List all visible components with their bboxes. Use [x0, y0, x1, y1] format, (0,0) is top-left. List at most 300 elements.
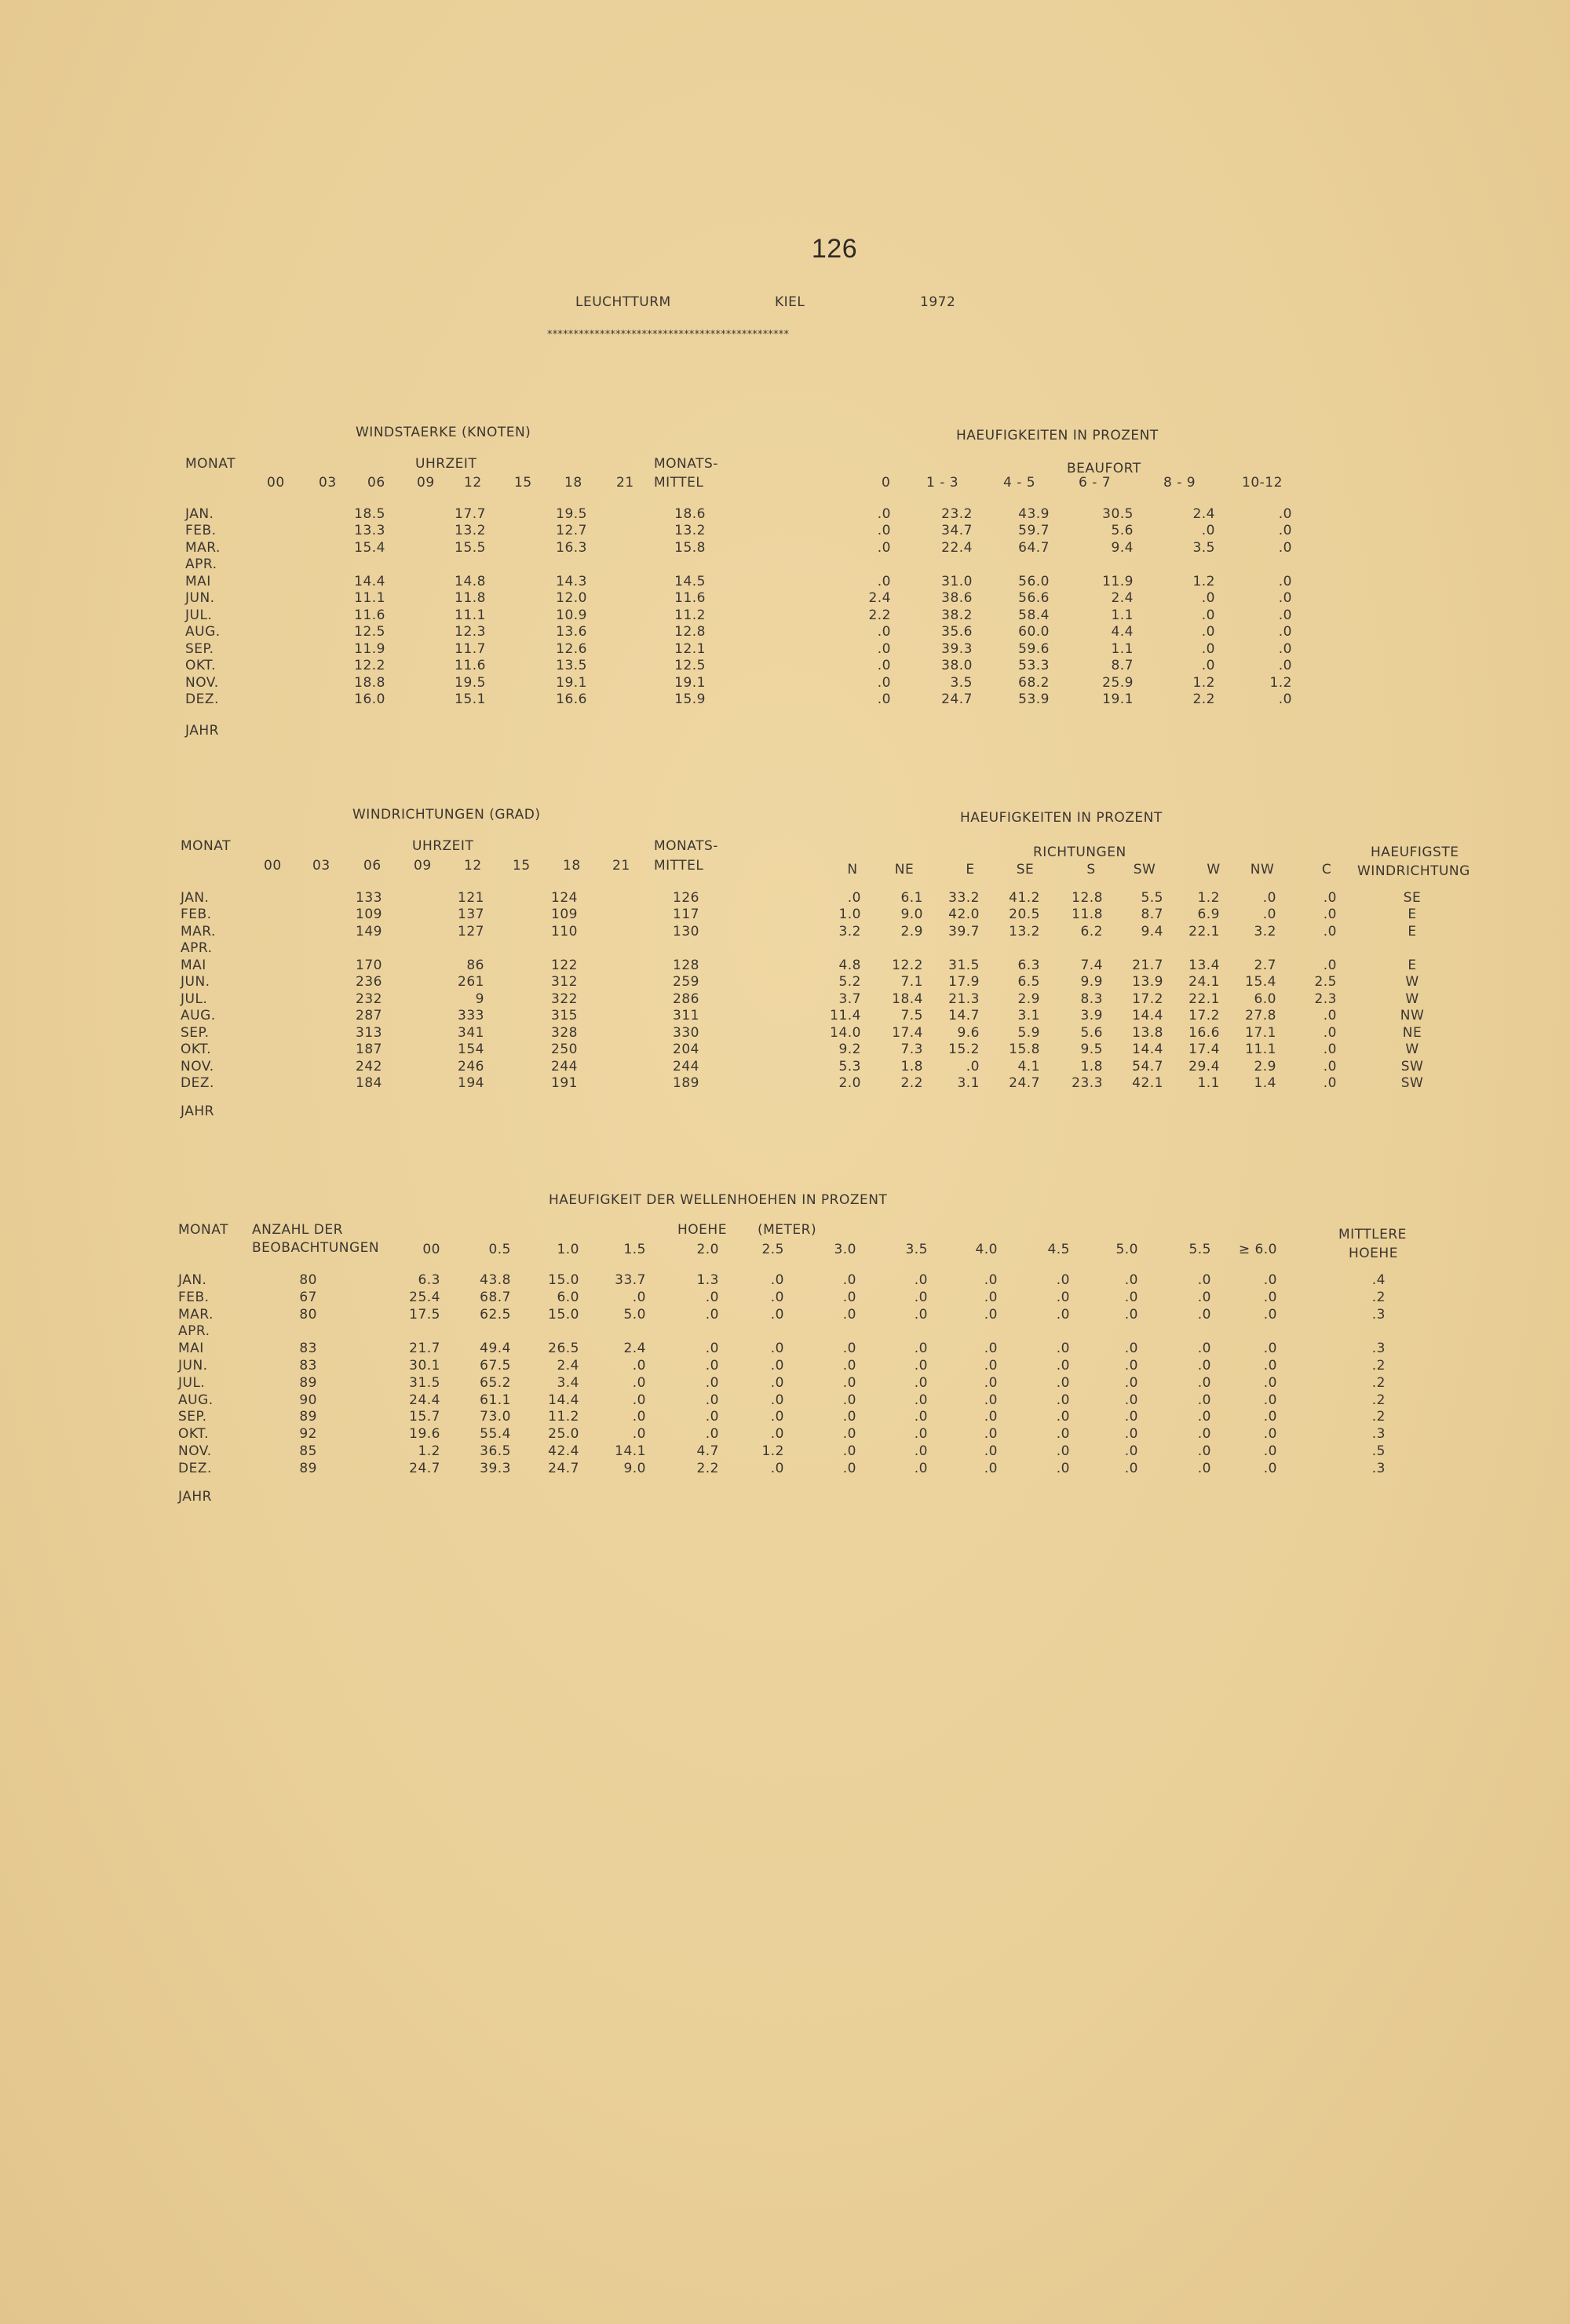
mean-wave-height: .2 [1371, 1289, 1386, 1305]
most-frequent-direction: NW [1400, 1008, 1425, 1024]
beaufort-frequency: .0 [1278, 590, 1292, 607]
hourly-direction: 250 [551, 1042, 578, 1058]
monthly-mean-direction: 244 [673, 1058, 699, 1074]
section-title-frequency: HAEUFIGKEITEN IN PROZENT [960, 810, 1163, 826]
hourly-value: 16.3 [556, 539, 587, 556]
hourly-direction: 194 [458, 1074, 484, 1091]
hour-header: 21 [612, 858, 630, 874]
direction-frequency: 2.9 [1017, 991, 1040, 1007]
beaufort-frequency: 3.5 [1192, 539, 1215, 556]
wave-frequency: .0 [1197, 1443, 1211, 1459]
beaufort-frequency: .0 [877, 674, 891, 691]
wave-frequency: 25.4 [409, 1289, 440, 1305]
monthly-mean: 11.6 [674, 590, 706, 607]
wave-frequency: .0 [1124, 1443, 1138, 1459]
wave-frequency: .0 [1056, 1358, 1070, 1374]
wave-frequency: .0 [1263, 1289, 1277, 1305]
wave-frequency: .0 [914, 1341, 928, 1357]
direction-frequency: .0 [1323, 890, 1337, 906]
hourly-direction: 315 [551, 1008, 578, 1024]
direction-frequency: 3.2 [838, 923, 861, 939]
column-header-height: HOEHE [677, 1222, 727, 1238]
direction-frequency: 1.8 [900, 1058, 923, 1074]
section-title-wind-direction: WINDRICHTUNGEN (GRAD) [352, 807, 541, 823]
wave-frequency: .0 [1197, 1358, 1211, 1374]
wave-frequency: .0 [1263, 1374, 1277, 1391]
direction-frequency: 14.0 [830, 1024, 861, 1041]
beaufort-frequency: .0 [1201, 624, 1215, 640]
wave-frequency: .0 [705, 1306, 719, 1323]
hourly-value: 10.9 [556, 607, 587, 623]
monthly-mean: 12.8 [674, 624, 706, 640]
direction-frequency: 5.5 [1141, 890, 1163, 906]
monthly-mean: 19.1 [674, 674, 706, 691]
beaufort-frequency: 39.3 [941, 640, 973, 657]
beaufort-class-header: 0 [882, 475, 891, 491]
direction-frequency: .0 [1323, 923, 1337, 939]
wave-frequency: .0 [1197, 1341, 1211, 1357]
direction-frequency: 9.5 [1080, 1042, 1103, 1058]
column-header-beaufort: BEAUFORT [1067, 461, 1141, 476]
mean-wave-height: .3 [1371, 1306, 1386, 1323]
wave-frequency: .0 [770, 1306, 784, 1323]
hourly-value: 15.1 [455, 691, 486, 707]
wave-frequency: .0 [1124, 1341, 1138, 1357]
beaufort-frequency: 23.2 [941, 506, 973, 522]
wave-frequency: .0 [842, 1392, 856, 1408]
mean-wave-height: .3 [1371, 1426, 1386, 1443]
most-frequent-direction: W [1405, 991, 1419, 1007]
wave-frequency: .0 [632, 1358, 646, 1374]
wave-frequency: .0 [984, 1460, 998, 1476]
hourly-direction: 124 [551, 890, 578, 906]
wave-frequency: 49.4 [480, 1341, 511, 1357]
direction-frequency: 3.7 [838, 991, 861, 1007]
beaufort-frequency: 43.9 [1018, 506, 1050, 522]
month-label: AUG. [178, 1392, 214, 1408]
monthly-mean-direction: 286 [673, 991, 699, 1007]
wave-frequency: .0 [1197, 1460, 1211, 1476]
mean-wave-height: .4 [1371, 1272, 1386, 1288]
wave-frequency: .0 [1263, 1341, 1277, 1357]
direction-frequency: 14.7 [948, 1008, 980, 1024]
wave-frequency: .0 [1263, 1272, 1277, 1288]
wave-frequency: .0 [914, 1392, 928, 1408]
beaufort-frequency: 19.1 [1102, 691, 1134, 707]
month-label: JAN. [178, 1272, 207, 1288]
month-label: APR. [181, 940, 213, 957]
direction-frequency: 2.3 [1314, 991, 1337, 1007]
most-frequent-direction: NE [1402, 1024, 1422, 1041]
wave-frequency: 24.7 [409, 1460, 440, 1476]
month-label: SEP. [178, 1409, 207, 1425]
wave-frequency: .0 [705, 1341, 719, 1357]
wave-frequency: 14.1 [615, 1443, 646, 1459]
hour-header: 03 [319, 475, 337, 491]
column-header-unit: (METER) [758, 1222, 817, 1238]
direction-frequency: 15.4 [1245, 974, 1276, 991]
wave-frequency: .0 [1056, 1460, 1070, 1476]
wave-frequency: 68.7 [480, 1289, 511, 1305]
month-label: SEP. [185, 640, 214, 657]
wave-frequency: 9.0 [623, 1460, 646, 1476]
monthly-mean: 11.2 [674, 607, 706, 623]
wave-frequency: .0 [984, 1341, 998, 1357]
section-title-frequency: HAEUFIGKEITEN IN PROZENT [956, 428, 1159, 443]
month-label: JUL. [181, 991, 208, 1007]
hourly-value: 11.6 [455, 658, 486, 674]
wave-frequency: .0 [1056, 1272, 1070, 1288]
wave-frequency: .0 [1056, 1392, 1070, 1408]
beaufort-frequency: .0 [1201, 590, 1215, 607]
month-label: MAI [181, 957, 206, 973]
direction-frequency: 54.7 [1132, 1058, 1163, 1074]
direction-frequency: 3.9 [1080, 1008, 1103, 1024]
wave-frequency: 6.0 [557, 1289, 579, 1305]
hourly-direction: 232 [356, 991, 382, 1007]
wave-frequency: .0 [914, 1426, 928, 1443]
mean-wave-height: .2 [1371, 1374, 1386, 1391]
column-header-time: UHRZEIT [415, 456, 477, 472]
month-label: SEP. [181, 1024, 210, 1041]
direction-frequency: .0 [1323, 1008, 1337, 1024]
hourly-direction: 261 [458, 974, 484, 991]
hourly-direction: 312 [551, 974, 578, 991]
wave-frequency: .0 [632, 1426, 646, 1443]
section-title-waves: HAEUFIGKEIT DER WELLENHOEHEN IN PROZENT [549, 1192, 888, 1208]
beaufort-frequency: .0 [1278, 607, 1292, 623]
beaufort-frequency: 60.0 [1018, 624, 1050, 640]
beaufort-frequency: 2.4 [1111, 590, 1134, 607]
wave-frequency: .0 [705, 1358, 719, 1374]
wave-frequency: .0 [632, 1374, 646, 1391]
direction-frequency: 23.3 [1072, 1074, 1103, 1091]
wave-frequency: .0 [1056, 1409, 1070, 1425]
direction-frequency: 13.4 [1188, 957, 1220, 973]
wave-frequency: .0 [842, 1409, 856, 1425]
hourly-direction: 246 [458, 1058, 484, 1074]
beaufort-frequency: .0 [1278, 573, 1292, 589]
direction-frequency: 1.1 [1197, 1074, 1220, 1091]
beaufort-frequency: .0 [1201, 523, 1215, 539]
wave-frequency: .0 [842, 1460, 856, 1476]
monthly-mean: 14.5 [674, 573, 706, 589]
wave-frequency: 67.5 [480, 1358, 511, 1374]
direction-frequency: 42.0 [948, 907, 980, 923]
direction-header: E [966, 862, 975, 877]
hourly-direction: 333 [458, 1008, 484, 1024]
wave-frequency: 19.6 [409, 1426, 440, 1443]
hourly-direction: 109 [356, 907, 382, 923]
wave-frequency: .0 [984, 1306, 998, 1323]
direction-frequency: 2.9 [1254, 1058, 1276, 1074]
direction-frequency: .0 [1323, 1042, 1337, 1058]
mean-wave-height: .2 [1371, 1409, 1386, 1425]
direction-frequency: 4.1 [1017, 1058, 1040, 1074]
wave-frequency: 15.7 [409, 1409, 440, 1425]
hour-header: 18 [564, 475, 582, 491]
hourly-value: 12.6 [556, 640, 587, 657]
hourly-value: 12.3 [455, 624, 486, 640]
hourly-value: 19.1 [556, 674, 587, 691]
wave-frequency: .0 [842, 1306, 856, 1323]
wave-frequency: .0 [984, 1409, 998, 1425]
direction-frequency: 18.4 [892, 991, 923, 1007]
hourly-value: 15.4 [354, 539, 385, 556]
direction-header: NE [894, 862, 915, 877]
section-title-wind-speed: WINDSTAERKE (KNOTEN) [356, 425, 531, 440]
wave-frequency: .0 [632, 1392, 646, 1408]
direction-frequency: 8.3 [1080, 991, 1103, 1007]
direction-header: NW [1250, 862, 1275, 877]
direction-frequency: 6.9 [1197, 907, 1220, 923]
direction-frequency: 8.7 [1141, 907, 1163, 923]
hour-header: 00 [264, 858, 282, 874]
hour-header: 12 [464, 858, 482, 874]
wave-frequency: .0 [914, 1358, 928, 1374]
beaufort-frequency: 9.4 [1111, 539, 1134, 556]
wave-frequency: 42.4 [548, 1443, 579, 1459]
direction-frequency: 42.1 [1132, 1074, 1163, 1091]
monthly-mean: 15.9 [674, 691, 706, 707]
month-label: MAR. [185, 539, 221, 556]
asterisk-rule: ********************************************** [547, 329, 790, 341]
beaufort-frequency: 8.7 [1111, 658, 1134, 674]
hourly-value: 11.8 [455, 590, 486, 607]
wave-frequency: 31.5 [409, 1374, 440, 1391]
monthly-mean: 18.6 [674, 506, 706, 522]
wave-frequency: .0 [705, 1409, 719, 1425]
direction-frequency: 17.4 [892, 1024, 923, 1041]
direction-frequency: 6.1 [900, 890, 923, 906]
wave-frequency: .0 [770, 1409, 784, 1425]
wave-height-header: 00 [422, 1242, 440, 1257]
hourly-value: 16.0 [354, 691, 385, 707]
wave-height-header: ≥ 6.0 [1238, 1242, 1277, 1257]
wave-frequency: .0 [705, 1426, 719, 1443]
month-label: DEZ. [185, 691, 219, 707]
direction-frequency: 11.1 [1245, 1042, 1276, 1058]
wave-frequency: .0 [984, 1443, 998, 1459]
month-label: MAR. [181, 923, 216, 939]
beaufort-frequency: 2.2 [868, 607, 891, 623]
hourly-direction: 170 [356, 957, 382, 973]
beaufort-frequency: 58.4 [1018, 607, 1050, 623]
monthly-mean: 12.5 [674, 658, 706, 674]
month-label: APR. [185, 556, 217, 573]
direction-header: SW [1133, 862, 1156, 877]
month-label: JUN. [181, 974, 210, 991]
beaufort-frequency: .0 [1278, 523, 1292, 539]
beaufort-frequency: 2.4 [868, 590, 891, 607]
direction-frequency: 2.5 [1314, 974, 1337, 991]
beaufort-frequency: 1.2 [1192, 674, 1215, 691]
direction-frequency: 24.7 [1009, 1074, 1040, 1091]
month-label: JUL. [185, 607, 213, 623]
hourly-value: 11.6 [354, 607, 385, 623]
direction-header: C [1321, 862, 1332, 877]
hourly-direction: 236 [356, 974, 382, 991]
beaufort-frequency: .0 [1201, 640, 1215, 657]
beaufort-frequency: 64.7 [1018, 539, 1050, 556]
wave-frequency: .0 [1263, 1392, 1277, 1408]
beaufort-frequency: .0 [1278, 506, 1292, 522]
wave-frequency: .0 [1124, 1426, 1138, 1443]
beaufort-frequency: 56.6 [1018, 590, 1050, 607]
wave-frequency: .0 [1056, 1374, 1070, 1391]
wave-frequency: 3.4 [557, 1374, 579, 1391]
month-label: NOV. [178, 1443, 212, 1459]
hour-header: 03 [312, 858, 330, 874]
observation-count: 89 [299, 1460, 317, 1476]
month-label: FEB. [178, 1289, 210, 1305]
beaufort-frequency: 35.6 [941, 624, 973, 640]
hourly-value: 11.9 [354, 640, 385, 657]
wave-frequency: 2.4 [557, 1358, 579, 1374]
direction-frequency: 17.2 [1188, 1008, 1220, 1024]
wave-frequency: .0 [705, 1374, 719, 1391]
direction-frequency: 17.4 [1188, 1042, 1220, 1058]
column-header-month: MONAT [185, 456, 236, 472]
wave-frequency: .0 [1124, 1460, 1138, 1476]
wave-frequency: 1.3 [696, 1272, 719, 1288]
hourly-direction: 133 [356, 890, 382, 906]
hourly-value: 11.1 [354, 590, 385, 607]
direction-frequency: 27.8 [1245, 1008, 1276, 1024]
beaufort-frequency: 25.9 [1102, 674, 1134, 691]
month-label: DEZ. [181, 1074, 214, 1091]
beaufort-frequency: 38.2 [941, 607, 973, 623]
wave-height-header: 3.5 [905, 1242, 928, 1257]
column-header-directions: RICHTUNGEN [1033, 845, 1126, 860]
hourly-direction: 328 [551, 1024, 578, 1041]
wave-frequency: .0 [1263, 1443, 1277, 1459]
month-label: JAN. [185, 506, 214, 522]
wave-frequency: .0 [1197, 1409, 1211, 1425]
beaufort-frequency: .0 [1278, 624, 1292, 640]
column-header-month: MONAT [178, 1222, 228, 1238]
wave-frequency: .0 [1197, 1426, 1211, 1443]
direction-frequency: 16.6 [1188, 1024, 1220, 1041]
beaufort-class-header: 10-12 [1242, 475, 1283, 491]
wave-frequency: .0 [914, 1409, 928, 1425]
direction-frequency: 24.1 [1188, 974, 1220, 991]
observation-count: 80 [299, 1272, 317, 1288]
most-frequent-direction: SW [1400, 1074, 1424, 1091]
direction-header: SE [1016, 862, 1035, 877]
wave-height-header: 0.5 [488, 1242, 511, 1257]
direction-frequency: 6.3 [1017, 957, 1040, 973]
monthly-mean-direction: 117 [673, 907, 699, 923]
hour-header: 06 [363, 858, 382, 874]
month-label: MAR. [178, 1306, 214, 1323]
beaufort-frequency: 2.2 [1192, 691, 1215, 707]
direction-frequency: 11.4 [830, 1008, 861, 1024]
direction-frequency: .0 [847, 890, 861, 906]
wave-frequency: 61.1 [480, 1392, 511, 1408]
month-label: FEB. [185, 523, 217, 539]
year-row-label: JAHR [185, 723, 219, 739]
direction-frequency: 5.6 [1080, 1024, 1103, 1041]
observation-count: 83 [299, 1341, 317, 1357]
direction-frequency: 14.4 [1132, 1042, 1163, 1058]
direction-frequency: 17.1 [1245, 1024, 1276, 1041]
beaufort-frequency: 22.4 [941, 539, 973, 556]
beaufort-frequency: .0 [877, 523, 891, 539]
direction-frequency: 9.4 [1141, 923, 1163, 939]
wave-frequency: 25.0 [548, 1426, 579, 1443]
wave-frequency: 33.7 [615, 1272, 646, 1288]
hourly-value: 11.1 [455, 607, 486, 623]
mean-wave-height: .2 [1371, 1392, 1386, 1408]
direction-frequency: 2.2 [900, 1074, 923, 1091]
year: 1972 [920, 294, 956, 310]
direction-frequency: 4.8 [838, 957, 861, 973]
direction-frequency: 29.4 [1188, 1058, 1220, 1074]
direction-frequency: .0 [1323, 907, 1337, 923]
wave-frequency: 5.0 [623, 1306, 646, 1323]
mean-wave-height: .3 [1371, 1341, 1386, 1357]
month-label: JUN. [178, 1358, 208, 1374]
hourly-direction: 149 [356, 923, 382, 939]
direction-frequency: 1.4 [1254, 1074, 1276, 1091]
wave-frequency: 2.2 [696, 1460, 719, 1476]
most-frequent-direction: E [1408, 957, 1417, 973]
wave-frequency: .0 [1263, 1306, 1277, 1323]
wave-frequency: 65.2 [480, 1374, 511, 1391]
wave-frequency: .0 [1124, 1358, 1138, 1374]
wave-frequency: .0 [842, 1374, 856, 1391]
observation-count: 85 [299, 1443, 317, 1459]
wave-frequency: .0 [842, 1426, 856, 1443]
beaufort-frequency: .0 [877, 539, 891, 556]
direction-frequency: .0 [1323, 957, 1337, 973]
monthly-mean-direction: 189 [673, 1074, 699, 1091]
hourly-value: 14.3 [556, 573, 587, 589]
month-label: JAN. [181, 890, 210, 906]
mean-wave-height: .3 [1371, 1460, 1386, 1476]
hourly-direction: 322 [551, 991, 578, 1007]
wave-frequency: 15.0 [548, 1306, 579, 1323]
monthly-mean-direction: 128 [673, 957, 699, 973]
hourly-direction: 122 [551, 957, 578, 973]
wave-frequency: .0 [1197, 1392, 1211, 1408]
mean-wave-height: .2 [1371, 1358, 1386, 1374]
column-header-most-frequent: HAEUFIGSTE [1371, 845, 1459, 860]
direction-frequency: 9.0 [900, 907, 923, 923]
hourly-value: 13.2 [455, 523, 486, 539]
beaufort-frequency: 56.0 [1018, 573, 1050, 589]
monthly-mean-direction: 130 [673, 923, 699, 939]
direction-frequency: 9.2 [838, 1042, 861, 1058]
hourly-value: 14.4 [354, 573, 385, 589]
wave-frequency: .0 [842, 1443, 856, 1459]
wave-frequency: 26.5 [548, 1341, 579, 1357]
beaufort-class-header: 6 - 7 [1079, 475, 1112, 491]
wave-frequency: .0 [984, 1392, 998, 1408]
direction-frequency: 17.2 [1132, 991, 1163, 1007]
column-header-most-frequent-2: WINDRICHTUNG [1357, 863, 1470, 879]
page-number: 126 [811, 234, 858, 264]
hourly-direction: 287 [356, 1008, 382, 1024]
direction-frequency: 14.4 [1132, 1008, 1163, 1024]
beaufort-frequency: 24.7 [941, 691, 973, 707]
wave-frequency: 17.5 [409, 1306, 440, 1323]
wave-frequency: 15.0 [548, 1272, 579, 1288]
hourly-value: 11.7 [455, 640, 486, 657]
wave-frequency: .0 [914, 1272, 928, 1288]
month-label: OKT. [185, 658, 216, 674]
